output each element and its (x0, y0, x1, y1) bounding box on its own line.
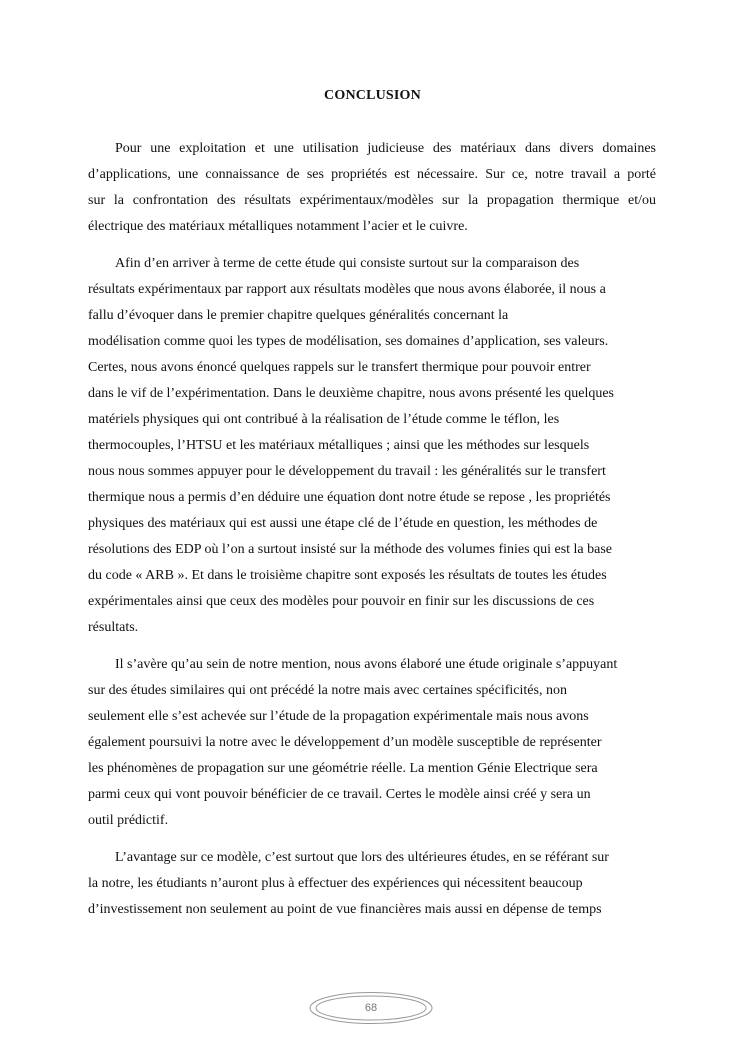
text-line: d’investissement non seulement au point de vue financières mais aussi en dépense de temps (88, 902, 602, 917)
text-line: résolutions des EDP où l’on a surtout insisté sur la méthode des volumes finies qui est la base (88, 542, 613, 557)
text-line: sur la confrontation des résultats expérimentaux/modèles sur la propagation thermique et/ou (88, 193, 656, 208)
paragraph-3 (88, 652, 656, 834)
text-line: la notre, les étudiants n’auront plus à effectuer des expériences qui nécessitent beaucoup (88, 876, 583, 891)
text-line: également poursuivi la notre avec le développement d’un modèle susceptible de représenter (88, 735, 602, 750)
text-line: résultats. (88, 620, 139, 635)
text-line: résultats expérimentaux par rapport aux résultats modèles que nous avons élaborée, il nous a (88, 282, 606, 297)
text-line: Pour une exploitation et une utilisation judicieuse des matériaux dans divers domaines (115, 141, 656, 156)
text-line: thermique nous a permis d’en déduire une équation dont notre étude se repose , les propriétés (88, 490, 611, 505)
text-line: électrique des matériaux métalliques notamment l’acier et le cuivre. (88, 219, 468, 234)
text-line: nous nous sommes appuyer pour le développement du travail : les généralités sur le transfert (88, 464, 606, 479)
text-line: fallu d’évoquer dans le premier chapitre quelques généralités concernant la (88, 308, 509, 323)
text-line: du code « ARB ». Et dans le troisième chapitre sont exposés les résultats de toutes les études (88, 568, 607, 583)
text-line: sur des études similaires qui ont précédé la notre mais avec certaines spécificités, non (88, 683, 567, 698)
text-line: modélisation comme quoi les types de modélisation, ses domaines d’application, ses valeurs. (88, 334, 609, 349)
text-line: Afin d’en arriver à terme de cette étude qui consiste surtout sur la comparaison des (115, 256, 580, 271)
text-line: les phénomènes de propagation sur une géométrie réelle. La mention Génie Electrique sera (88, 761, 598, 776)
text-line: dans le vif de l’expérimentation. Dans le deuxième chapitre, nous avons présenté les quelques (88, 386, 614, 401)
page-footer (308, 991, 434, 1025)
text-line: matériels physiques qui ont contribué à la réalisation de l’étude comme le téflon, les (88, 412, 560, 427)
page-title: CONCLUSION (324, 88, 421, 103)
paragraph-1 (88, 136, 656, 240)
page-number: 68 (364, 1002, 378, 1014)
text-line: seulement elle s’est achevée sur l’étude de la propagation expérimentale mais nous avons (88, 709, 589, 724)
text-line: expérimentales ainsi que ceux des modèles pour pouvoir en finir sur les discussions de ces (88, 594, 595, 609)
paragraph-2 (88, 251, 656, 641)
text-line: outil prédictif. (88, 813, 169, 828)
text-line: Il s’avère qu’au sein de notre mention, nous avons élaboré une étude originale s’appuyant (115, 657, 618, 672)
text-line: parmi ceux qui vont pouvoir bénéficier de ce travail. Certes le modèle ainsi créé y sera un (88, 787, 591, 802)
text-line: Certes, nous avons énoncé quelques rappels sur le transfert thermique pour pouvoir entrer (88, 360, 591, 375)
text-line: thermocouples, l’HTSU et les matériaux métalliques ; ainsi que les méthodes sur lesquels (88, 438, 590, 453)
text-line: physiques des matériaux qui est aussi une étape clé de l’étude en question, les méthodes de (88, 516, 598, 531)
body-text (88, 136, 656, 934)
paragraph-4 (88, 845, 656, 923)
text-line: L’avantage sur ce modèle, c’est surtout que lors des ultérieures études, en se référant sur (115, 850, 609, 865)
text-line: d’applications, une connaissance de ses propriétés est nécessaire. Sur ce, notre travail a porté (88, 167, 656, 182)
